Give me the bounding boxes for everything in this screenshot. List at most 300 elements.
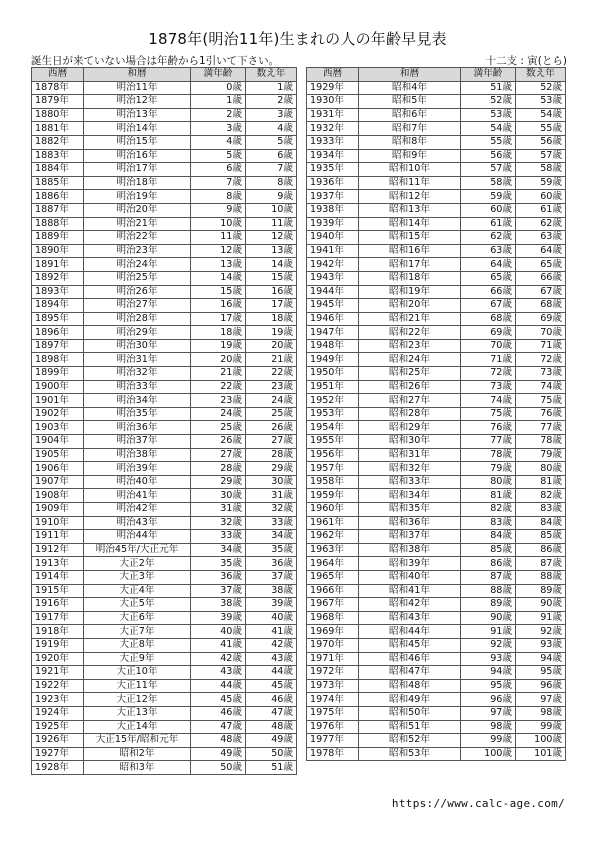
kazoe-age-cell: 9歳: [246, 190, 297, 204]
table-row: [307, 203, 566, 217]
kazoe-age-cell: 44歳: [246, 666, 297, 680]
full-age-cell: 19歳: [191, 339, 246, 353]
kazoe-age-cell: 43歳: [246, 652, 297, 666]
full-age-cell: 67歳: [461, 299, 516, 313]
header-kazoe-age: 数え年: [516, 68, 566, 82]
japanese-era-cell: 昭和18年: [359, 271, 461, 285]
table-row: [307, 299, 566, 313]
table-row: [307, 448, 566, 462]
kazoe-age-cell: 82歳: [516, 489, 566, 503]
kazoe-age-cell: 5歳: [246, 135, 297, 149]
table-row: [32, 720, 297, 734]
japanese-era-cell: 昭和33年: [359, 475, 461, 489]
kazoe-age-cell: 30歳: [246, 475, 297, 489]
full-age-cell: 97歳: [461, 706, 516, 720]
kazoe-age-cell: 83歳: [516, 503, 566, 517]
full-age-cell: 21歳: [191, 367, 246, 381]
kazoe-age-cell: 51歳: [246, 761, 297, 775]
table-row: [32, 312, 297, 326]
japanese-era-cell: 昭和45年: [359, 638, 461, 652]
western-year-cell: 1943年: [307, 271, 359, 285]
kazoe-age-cell: 14歳: [246, 258, 297, 272]
kazoe-age-cell: 49歳: [246, 734, 297, 748]
japanese-era-cell: 昭和36年: [359, 516, 461, 530]
japanese-era-cell: 昭和8年: [359, 135, 461, 149]
japanese-era-cell: 昭和37年: [359, 530, 461, 544]
table-row: [307, 258, 566, 272]
full-age-cell: 0歳: [191, 81, 246, 95]
table-row: [307, 598, 566, 612]
western-year-cell: 1881年: [32, 122, 84, 136]
full-age-cell: 12歳: [191, 244, 246, 258]
table-row: [307, 312, 566, 326]
full-age-cell: 38歳: [191, 598, 246, 612]
kazoe-age-cell: 92歳: [516, 625, 566, 639]
western-year-cell: 1978年: [307, 747, 359, 761]
full-age-cell: 87歳: [461, 570, 516, 584]
table-row: [32, 462, 297, 476]
japanese-era-cell: 昭和17年: [359, 258, 461, 272]
table-row: [307, 706, 566, 720]
japanese-era-cell: 昭和25年: [359, 367, 461, 381]
western-year-cell: 1970年: [307, 638, 359, 652]
western-year-cell: 1907年: [32, 475, 84, 489]
full-age-cell: 54歳: [461, 122, 516, 136]
table-row: [32, 475, 297, 489]
kazoe-age-cell: 70歳: [516, 326, 566, 340]
japanese-era-cell: 大正14年: [84, 720, 191, 734]
western-year-cell: 1974年: [307, 693, 359, 707]
western-year-cell: 1895年: [32, 312, 84, 326]
kazoe-age-cell: 56歳: [516, 135, 566, 149]
full-age-cell: 43歳: [191, 666, 246, 680]
table-row: [307, 570, 566, 584]
kazoe-age-cell: 2歳: [246, 95, 297, 109]
japanese-era-cell: 明治24年: [84, 258, 191, 272]
western-year-cell: 1901年: [32, 394, 84, 408]
japanese-era-cell: 明治20年: [84, 203, 191, 217]
kazoe-age-cell: 10歳: [246, 203, 297, 217]
kazoe-age-cell: 58歳: [516, 163, 566, 177]
kazoe-age-cell: 84歳: [516, 516, 566, 530]
table-row: [307, 122, 566, 136]
japanese-era-cell: 昭和29年: [359, 421, 461, 435]
full-age-cell: 86歳: [461, 557, 516, 571]
japanese-era-cell: 明治32年: [84, 367, 191, 381]
table-row: [32, 679, 297, 693]
table-row: [307, 380, 566, 394]
western-year-cell: 1930年: [307, 95, 359, 109]
full-age-cell: 98歳: [461, 720, 516, 734]
full-age-cell: 74歳: [461, 394, 516, 408]
western-year-cell: 1898年: [32, 353, 84, 367]
full-age-cell: 40歳: [191, 625, 246, 639]
western-year-cell: 1948年: [307, 339, 359, 353]
western-year-cell: 1939年: [307, 217, 359, 231]
japanese-era-cell: 昭和32年: [359, 462, 461, 476]
japanese-era-cell: 明治44年: [84, 530, 191, 544]
full-age-cell: 100歳: [461, 747, 516, 761]
table-row: [307, 516, 566, 530]
full-age-cell: 32歳: [191, 516, 246, 530]
japanese-era-cell: 昭和3年: [84, 761, 191, 775]
table-row: [307, 81, 566, 95]
kazoe-age-cell: 47歳: [246, 706, 297, 720]
kazoe-age-cell: 62歳: [516, 217, 566, 231]
western-year-cell: 1919年: [32, 638, 84, 652]
full-age-cell: 48歳: [191, 734, 246, 748]
full-age-cell: 23歳: [191, 394, 246, 408]
full-age-cell: 45歳: [191, 693, 246, 707]
kazoe-age-cell: 81歳: [516, 475, 566, 489]
western-year-cell: 1977年: [307, 734, 359, 748]
full-age-cell: 26歳: [191, 435, 246, 449]
japanese-era-cell: 昭和38年: [359, 543, 461, 557]
western-year-cell: 1967年: [307, 598, 359, 612]
kazoe-age-cell: 72歳: [516, 353, 566, 367]
full-age-cell: 14歳: [191, 271, 246, 285]
japanese-era-cell: 昭和46年: [359, 652, 461, 666]
japanese-era-cell: 明治28年: [84, 312, 191, 326]
western-year-cell: 1934年: [307, 149, 359, 163]
japanese-era-cell: 昭和11年: [359, 176, 461, 190]
japanese-era-cell: 明治13年: [84, 108, 191, 122]
japanese-era-cell: 昭和14年: [359, 217, 461, 231]
kazoe-age-cell: 41歳: [246, 625, 297, 639]
western-year-cell: 1938年: [307, 203, 359, 217]
table-row: [307, 135, 566, 149]
japanese-era-cell: 昭和26年: [359, 380, 461, 394]
full-age-cell: 30歳: [191, 489, 246, 503]
japanese-era-cell: 大正10年: [84, 666, 191, 680]
western-year-cell: 1882年: [32, 135, 84, 149]
kazoe-age-cell: 34歳: [246, 530, 297, 544]
full-age-cell: 72歳: [461, 367, 516, 381]
full-age-cell: 82歳: [461, 503, 516, 517]
full-age-cell: 35歳: [191, 557, 246, 571]
table-row: [307, 543, 566, 557]
kazoe-age-cell: 78歳: [516, 435, 566, 449]
western-year-cell: 1886年: [32, 190, 84, 204]
japanese-era-cell: 明治29年: [84, 326, 191, 340]
table-row: [307, 407, 566, 421]
japanese-era-cell: 明治30年: [84, 339, 191, 353]
full-age-cell: 1歳: [191, 95, 246, 109]
header-western-year: 西暦: [307, 68, 359, 82]
table-row: [32, 625, 297, 639]
full-age-cell: 93歳: [461, 652, 516, 666]
table-row: [32, 706, 297, 720]
kazoe-age-cell: 100歳: [516, 734, 566, 748]
full-age-cell: 59歳: [461, 190, 516, 204]
full-age-cell: 37歳: [191, 584, 246, 598]
japanese-era-cell: 昭和40年: [359, 570, 461, 584]
table-row: [307, 679, 566, 693]
western-year-cell: 1920年: [32, 652, 84, 666]
kazoe-age-cell: 60歳: [516, 190, 566, 204]
full-age-cell: 75歳: [461, 407, 516, 421]
japanese-era-cell: 昭和50年: [359, 706, 461, 720]
full-age-cell: 4歳: [191, 135, 246, 149]
kazoe-age-cell: 35歳: [246, 543, 297, 557]
full-age-cell: 25歳: [191, 421, 246, 435]
kazoe-age-cell: 53歳: [516, 95, 566, 109]
western-year-cell: 1887年: [32, 203, 84, 217]
japanese-era-cell: 昭和12年: [359, 190, 461, 204]
full-age-cell: 85歳: [461, 543, 516, 557]
full-age-cell: 50歳: [191, 761, 246, 775]
japanese-era-cell: 昭和4年: [359, 81, 461, 95]
western-year-cell: 1878年: [32, 81, 84, 95]
full-age-cell: 6歳: [191, 163, 246, 177]
kazoe-age-cell: 101歳: [516, 747, 566, 761]
kazoe-age-cell: 22歳: [246, 367, 297, 381]
age-table-left: [31, 67, 297, 775]
full-age-cell: 76歳: [461, 421, 516, 435]
kazoe-age-cell: 39歳: [246, 598, 297, 612]
western-year-cell: 1927年: [32, 747, 84, 761]
western-year-cell: 1922年: [32, 679, 84, 693]
full-age-cell: 83歳: [461, 516, 516, 530]
japanese-era-cell: 昭和34年: [359, 489, 461, 503]
full-age-cell: 66歳: [461, 285, 516, 299]
japanese-era-cell: 大正7年: [84, 625, 191, 639]
full-age-cell: 70歳: [461, 339, 516, 353]
japanese-era-cell: 昭和43年: [359, 611, 461, 625]
table-row: [32, 135, 297, 149]
japanese-era-cell: 明治43年: [84, 516, 191, 530]
kazoe-age-cell: 24歳: [246, 394, 297, 408]
table-header-row: [32, 68, 297, 82]
table-row: [307, 489, 566, 503]
kazoe-age-cell: 40歳: [246, 611, 297, 625]
table-row: [32, 326, 297, 340]
kazoe-age-cell: 48歳: [246, 720, 297, 734]
table-row: [307, 734, 566, 748]
full-age-cell: 34歳: [191, 543, 246, 557]
table-row: [307, 720, 566, 734]
japanese-era-cell: 明治21年: [84, 217, 191, 231]
kazoe-age-cell: 38歳: [246, 584, 297, 598]
western-year-cell: 1905年: [32, 448, 84, 462]
japanese-era-cell: 明治31年: [84, 353, 191, 367]
kazoe-age-cell: 37歳: [246, 570, 297, 584]
table-row: [307, 176, 566, 190]
kazoe-age-cell: 23歳: [246, 380, 297, 394]
western-year-cell: 1879年: [32, 95, 84, 109]
full-age-cell: 42歳: [191, 652, 246, 666]
full-age-cell: 9歳: [191, 203, 246, 217]
kazoe-age-cell: 15歳: [246, 271, 297, 285]
site-url[interactable]: https://www.calc-age.com/: [391, 797, 565, 810]
japanese-era-cell: 明治22年: [84, 231, 191, 245]
full-age-cell: 28歳: [191, 462, 246, 476]
kazoe-age-cell: 74歳: [516, 380, 566, 394]
full-age-cell: 89歳: [461, 598, 516, 612]
table-row: [307, 190, 566, 204]
western-year-cell: 1889年: [32, 231, 84, 245]
western-year-cell: 1936年: [307, 176, 359, 190]
full-age-cell: 65歳: [461, 271, 516, 285]
japanese-era-cell: 昭和15年: [359, 231, 461, 245]
full-age-cell: 7歳: [191, 176, 246, 190]
full-age-cell: 3歳: [191, 122, 246, 136]
table-row: [307, 747, 566, 761]
table-row: [32, 435, 297, 449]
western-year-cell: 1969年: [307, 625, 359, 639]
japanese-era-cell: 昭和47年: [359, 666, 461, 680]
western-year-cell: 1921年: [32, 666, 84, 680]
western-year-cell: 1915年: [32, 584, 84, 598]
japanese-era-cell: 大正3年: [84, 570, 191, 584]
table-row: [32, 611, 297, 625]
kazoe-age-cell: 11歳: [246, 217, 297, 231]
table-body-right: [307, 81, 566, 761]
japanese-era-cell: 昭和52年: [359, 734, 461, 748]
kazoe-age-cell: 96歳: [516, 679, 566, 693]
western-year-cell: 1961年: [307, 516, 359, 530]
table-row: [32, 530, 297, 544]
western-year-cell: 1957年: [307, 462, 359, 476]
full-age-cell: 63歳: [461, 244, 516, 258]
japanese-era-cell: 昭和5年: [359, 95, 461, 109]
western-year-cell: 1897年: [32, 339, 84, 353]
japanese-era-cell: 昭和31年: [359, 448, 461, 462]
kazoe-age-cell: 45歳: [246, 679, 297, 693]
japanese-era-cell: 明治26年: [84, 285, 191, 299]
western-year-cell: 1924年: [32, 706, 84, 720]
table-row: [32, 489, 297, 503]
full-age-cell: 24歳: [191, 407, 246, 421]
full-age-cell: 78歳: [461, 448, 516, 462]
full-age-cell: 51歳: [461, 81, 516, 95]
western-year-cell: 1946年: [307, 312, 359, 326]
western-year-cell: 1903年: [32, 421, 84, 435]
japanese-era-cell: 大正15年/昭和元年: [84, 734, 191, 748]
western-year-cell: 1959年: [307, 489, 359, 503]
japanese-era-cell: 昭和22年: [359, 326, 461, 340]
full-age-cell: 31歳: [191, 503, 246, 517]
western-year-cell: 1880年: [32, 108, 84, 122]
japanese-era-cell: 昭和28年: [359, 407, 461, 421]
japanese-era-cell: 明治16年: [84, 149, 191, 163]
kazoe-age-cell: 95歳: [516, 666, 566, 680]
kazoe-age-cell: 97歳: [516, 693, 566, 707]
table-row: [32, 190, 297, 204]
japanese-era-cell: 明治25年: [84, 271, 191, 285]
table-row: [307, 244, 566, 258]
table-row: [32, 285, 297, 299]
kazoe-age-cell: 68歳: [516, 299, 566, 313]
full-age-cell: 16歳: [191, 299, 246, 313]
full-age-cell: 56歳: [461, 149, 516, 163]
table-row: [32, 761, 297, 775]
japanese-era-cell: 昭和10年: [359, 163, 461, 177]
japanese-era-cell: 昭和49年: [359, 693, 461, 707]
table-row: [32, 747, 297, 761]
japanese-era-cell: 明治11年: [84, 81, 191, 95]
western-year-cell: 1912年: [32, 543, 84, 557]
kazoe-age-cell: 21歳: [246, 353, 297, 367]
kazoe-age-cell: 50歳: [246, 747, 297, 761]
kazoe-age-cell: 28歳: [246, 448, 297, 462]
japanese-era-cell: 昭和27年: [359, 394, 461, 408]
kazoe-age-cell: 61歳: [516, 203, 566, 217]
western-year-cell: 1910年: [32, 516, 84, 530]
japanese-era-cell: 明治38年: [84, 448, 191, 462]
table-row: [32, 81, 297, 95]
western-year-cell: 1892年: [32, 271, 84, 285]
kazoe-age-cell: 93歳: [516, 638, 566, 652]
full-age-cell: 73歳: [461, 380, 516, 394]
table-row: [32, 339, 297, 353]
japanese-era-cell: 昭和9年: [359, 149, 461, 163]
table-row: [32, 299, 297, 313]
kazoe-age-cell: 86歳: [516, 543, 566, 557]
japanese-era-cell: 昭和39年: [359, 557, 461, 571]
kazoe-age-cell: 85歳: [516, 530, 566, 544]
western-year-cell: 1964年: [307, 557, 359, 571]
western-year-cell: 1945年: [307, 299, 359, 313]
full-age-cell: 33歳: [191, 530, 246, 544]
japanese-era-cell: 大正8年: [84, 638, 191, 652]
full-age-cell: 80歳: [461, 475, 516, 489]
header-western-year: 西暦: [32, 68, 84, 82]
kazoe-age-cell: 46歳: [246, 693, 297, 707]
western-year-cell: 1952年: [307, 394, 359, 408]
full-age-cell: 8歳: [191, 190, 246, 204]
full-age-cell: 61歳: [461, 217, 516, 231]
table-row: [307, 149, 566, 163]
western-year-cell: 1896年: [32, 326, 84, 340]
japanese-era-cell: 昭和30年: [359, 435, 461, 449]
japanese-era-cell: 明治39年: [84, 462, 191, 476]
table-body-left: [32, 81, 297, 774]
table-row: [307, 353, 566, 367]
table-row: [32, 353, 297, 367]
full-age-cell: 46歳: [191, 706, 246, 720]
western-year-cell: 1968年: [307, 611, 359, 625]
kazoe-age-cell: 89歳: [516, 584, 566, 598]
full-age-cell: 52歳: [461, 95, 516, 109]
table-row: [32, 543, 297, 557]
table-row: [32, 95, 297, 109]
western-year-cell: 1931年: [307, 108, 359, 122]
full-age-cell: 49歳: [191, 747, 246, 761]
japanese-era-cell: 昭和53年: [359, 747, 461, 761]
western-year-cell: 1883年: [32, 149, 84, 163]
japanese-era-cell: 明治18年: [84, 176, 191, 190]
full-age-cell: 94歳: [461, 666, 516, 680]
western-year-cell: 1976年: [307, 720, 359, 734]
full-age-cell: 20歳: [191, 353, 246, 367]
japanese-era-cell: 明治17年: [84, 163, 191, 177]
western-year-cell: 1916年: [32, 598, 84, 612]
kazoe-age-cell: 4歳: [246, 122, 297, 136]
japanese-era-cell: 明治42年: [84, 503, 191, 517]
header-japanese-era: 和暦: [359, 68, 461, 82]
table-row: [32, 380, 297, 394]
japanese-era-cell: 昭和51年: [359, 720, 461, 734]
kazoe-age-cell: 90歳: [516, 598, 566, 612]
kazoe-age-cell: 25歳: [246, 407, 297, 421]
japanese-era-cell: 明治14年: [84, 122, 191, 136]
table-row: [32, 176, 297, 190]
table-row: [307, 530, 566, 544]
japanese-era-cell: 昭和41年: [359, 584, 461, 598]
japanese-era-cell: 大正4年: [84, 584, 191, 598]
kazoe-age-cell: 6歳: [246, 149, 297, 163]
